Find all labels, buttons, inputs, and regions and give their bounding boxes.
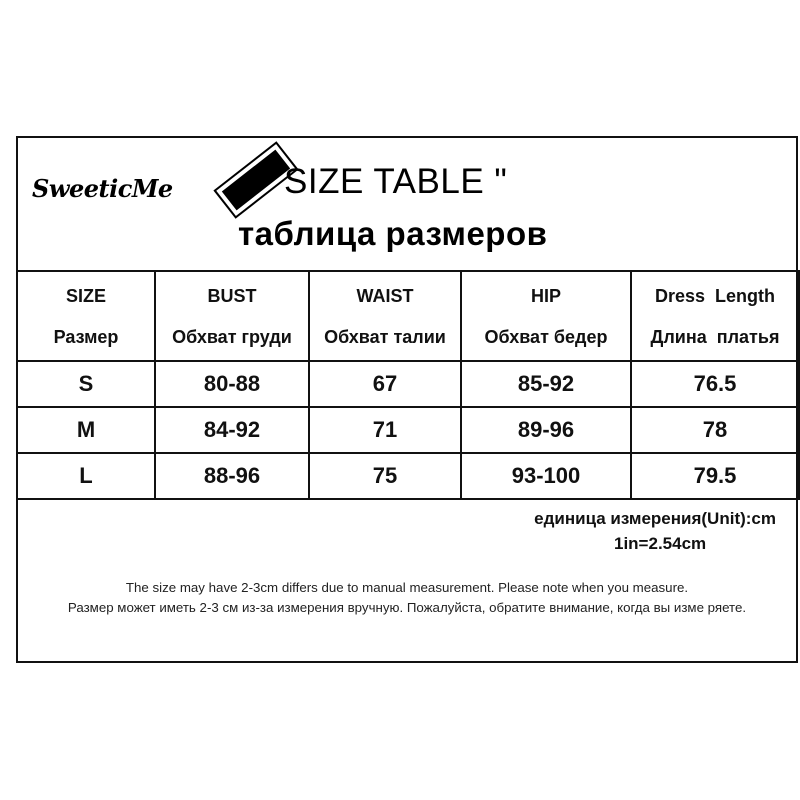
cell-hip: 93-100 bbox=[461, 453, 631, 499]
header-hip: HIP Обхват бедер bbox=[461, 271, 631, 361]
cell-waist: 71 bbox=[309, 407, 461, 453]
table-row bbox=[17, 453, 799, 499]
cell-hip: 85-92 bbox=[461, 361, 631, 407]
disclaimer-russian: Размер может иметь 2-3 см из-за измерения вручную. Пожалуйста, обратите внимание, когда вы изме ряете. bbox=[67, 600, 747, 615]
size-table bbox=[16, 270, 800, 500]
cell-waist: 67 bbox=[309, 361, 461, 407]
cell-waist: 75 bbox=[309, 453, 461, 499]
size-chart-frame bbox=[16, 136, 798, 663]
table-row bbox=[17, 407, 799, 453]
unit-line: единица измерения(Unit):cm bbox=[534, 509, 776, 528]
disclaimer-english: The size may have 2-3cm differs due to manual measurement. Please note when you measure. bbox=[125, 580, 689, 595]
cell-dress-length: 79.5 bbox=[631, 453, 799, 499]
cell-dress-length: 78 bbox=[631, 407, 799, 453]
unit-note bbox=[534, 506, 776, 556]
cell-hip: 89-96 bbox=[461, 407, 631, 453]
header-dress-length: Dress Length Длина платья bbox=[631, 271, 799, 361]
cell-bust: 84-92 bbox=[155, 407, 309, 453]
title-english: SIZE TABLE " bbox=[284, 162, 508, 201]
table-row bbox=[17, 361, 799, 407]
cell-bust: 88-96 bbox=[155, 453, 309, 499]
header-size: SIZE Размер bbox=[17, 271, 155, 361]
table-header-row bbox=[17, 271, 799, 361]
title-russian: таблица размеров bbox=[238, 215, 548, 252]
conversion-line: 1in=2.54cm bbox=[614, 534, 707, 553]
header-waist: WAIST Обхват талии bbox=[309, 271, 461, 361]
cell-dress-length: 76.5 bbox=[631, 361, 799, 407]
cell-bust: 80-88 bbox=[155, 361, 309, 407]
measurement-disclaimer bbox=[18, 578, 796, 618]
cell-size: L bbox=[17, 453, 155, 499]
chart-header bbox=[18, 138, 796, 273]
header-bust: BUST Обхват груди bbox=[155, 271, 309, 361]
cell-size: S bbox=[17, 361, 155, 407]
brand-logo: SweeticMe bbox=[32, 174, 173, 203]
cell-size: M bbox=[17, 407, 155, 453]
